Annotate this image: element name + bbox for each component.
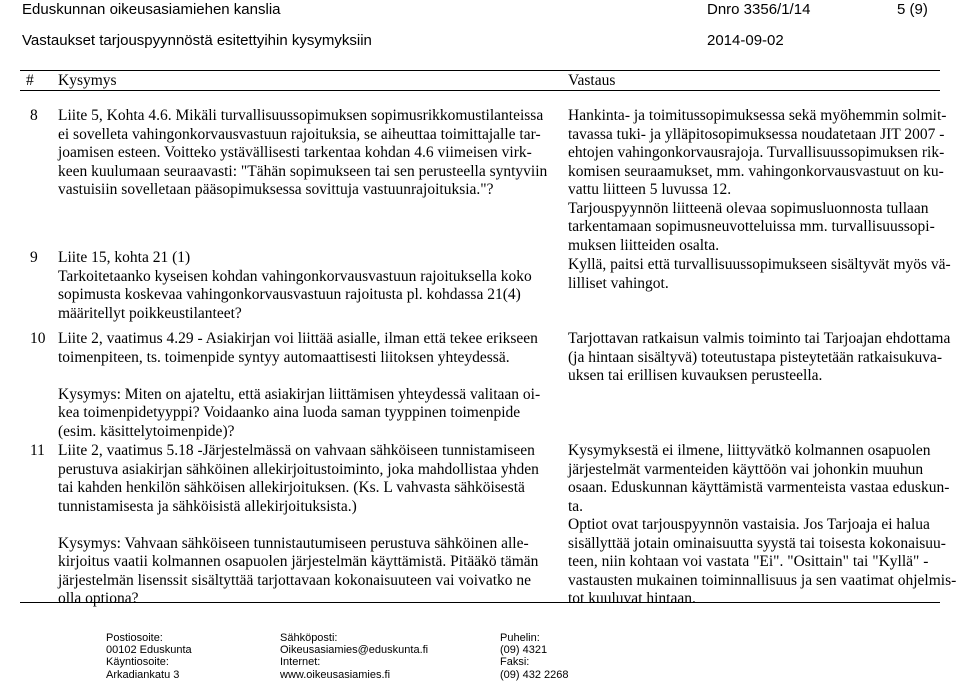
question-cell bbox=[58, 249, 532, 323]
text-line: Tarjouspyynnön liitteenä olevaa sopimusluonnosta tullaan bbox=[568, 199, 929, 217]
text-line: teen, niin kohtaan voi vastata "Ei". "Osittain" tai "Kyllä" - bbox=[568, 553, 929, 570]
text-line bbox=[58, 367, 540, 386]
text-line: uksen tai erillisen kuvauksen perusteella. bbox=[568, 367, 823, 384]
text-line: lilliset vahingot. bbox=[568, 274, 669, 292]
row-number: 11 bbox=[30, 442, 45, 459]
text-line: Liite 15, kohta 21 (1) bbox=[58, 249, 191, 266]
fax-value: (09) 432 2268 bbox=[500, 668, 569, 681]
question-cell bbox=[58, 330, 540, 441]
postal-label: Postiosoite: bbox=[106, 632, 163, 644]
text-line: ta. bbox=[568, 497, 584, 515]
column-header-question: Kysymys bbox=[58, 72, 117, 89]
text-line: Kysymys: Miten on ajateltu, että asiakirjan liittämisen yhteydessä valitaan oi- bbox=[58, 385, 541, 403]
qa-table bbox=[20, 70, 957, 607]
text-line: osaan. Eduskunnan käyttämistä varmenteista vastaa eduskun- bbox=[568, 479, 950, 496]
document-date: 2014-09-02 bbox=[707, 32, 784, 49]
text-line: Liite 2, vaatimus 4.29 - Asiakirjan voi liittää asialle, ilman että tekee erikseen bbox=[58, 330, 538, 347]
fax-label: Faksi: bbox=[500, 656, 530, 669]
phone-label: Puhelin: bbox=[500, 632, 540, 644]
column-header-number: # bbox=[26, 72, 34, 89]
text-line: Liite 5, Kohta 4.6. Mikäli turvallisuussopimuksen sopimusrikkomustilanteissa bbox=[58, 107, 544, 124]
text-line: olla optiona? bbox=[58, 590, 139, 607]
web-value: www.oikeusasiamies.fi bbox=[280, 668, 391, 681]
text-line: Kyllä, paitsi että turvallisuussopimukseen sisältyvät myös vä- bbox=[568, 256, 951, 273]
text-line: joamisen esteen. Voitteko ystävällisesti tarkentaa kohdan 4.6 viimeisen virk- bbox=[58, 144, 532, 161]
text-line: kirjoitus vaatii kolmannen osapuolen järjestelmän käyttämistä. Pitääkö tämän bbox=[58, 553, 539, 570]
answer-cell bbox=[568, 256, 951, 293]
text-line: (esim. käsittelytoimenpide)? bbox=[58, 422, 235, 440]
text-line: perustuva asiakirjan sähköinen allekirjoitustoiminto, joka mahdollistaa yhden bbox=[58, 460, 539, 478]
text-line: määritellyt poikkeustilanteet? bbox=[58, 304, 242, 322]
text-line: keen kuulumaan seuraavasti: "Tähän sopimukseen tai sen perusteella syntyviin bbox=[58, 162, 548, 180]
footer-postal bbox=[106, 632, 192, 681]
header-divider bbox=[20, 90, 940, 91]
text-line: toimenpiteen, ts. toimenpide syntyy automaattisesti liitoksen yhteydessä. bbox=[58, 348, 510, 366]
question-cell bbox=[58, 107, 547, 200]
text-line: tarkentamaan sopimusneuvotteluissa mm. turvallisuussopi- bbox=[568, 218, 935, 235]
text-line bbox=[58, 516, 539, 535]
text-line: muksen liitteiden osalta. bbox=[568, 236, 720, 254]
text-line: järjestelmät varmenteiden käyttöön vai johonkin muuhun bbox=[568, 460, 924, 478]
text-line: Kysymyksestä ei ilmene, liittyvätkö kolmannen osapuolen bbox=[568, 442, 931, 459]
postal-value: 00102 Eduskunta bbox=[106, 644, 192, 657]
text-line: Hankinta- ja toimitussopimuksessa sekä myöhemmin solmit- bbox=[568, 107, 947, 124]
email-label: Sähköposti: bbox=[280, 632, 338, 644]
column-header-answer: Vastaus bbox=[568, 72, 616, 89]
visit-value: Arkadiankatu 3 bbox=[106, 668, 180, 681]
visit-label: Käyntiosoite: bbox=[106, 656, 169, 669]
footer-phone bbox=[500, 632, 569, 681]
footer-contact bbox=[280, 632, 428, 681]
web-label: Internet: bbox=[280, 656, 321, 669]
answer-cell bbox=[568, 107, 946, 255]
text-line: tai kahden henkilön sähköisen allekirjoituksen. (Ks. L vahvasta sähköisestä bbox=[58, 479, 525, 496]
text-line: Liite 2, vaatimus 5.18 -Järjestelmässä on vahvaan sähköiseen tunnistamiseen bbox=[58, 442, 535, 459]
text-line: ei sovelleta vahingonkorvausvastuun rajoituksia, se aiheuttaa toimittajalle tar- bbox=[58, 125, 541, 143]
text-line: tunnistamisesta ja sähköisistä allekirjoituksista.) bbox=[58, 497, 357, 515]
text-line: tot kuuluvat hintaan. bbox=[568, 590, 696, 607]
text-line: Tarjottavan ratkaisun valmis toiminto tai Tarjoajan ehdottama bbox=[568, 330, 951, 347]
text-line: vastuisiin sovelletaan pääsopimuksessa sovittuja vastuunrajoituksia."? bbox=[58, 181, 494, 198]
row-number: 9 bbox=[30, 249, 38, 266]
text-line: komisen seuraamukset, mm. vahingonkorvausvastuut on ku- bbox=[568, 162, 944, 180]
text-line: Tarkoitetaanko kyseisen kohdan vahingonkorvausvastuun rajoituksella koko bbox=[58, 267, 532, 285]
row-number: 10 bbox=[30, 330, 46, 347]
document-subject: Vastaukset tarjouspyynnöstä esitettyihin kysymyksiin bbox=[22, 32, 372, 49]
row-number: 8 bbox=[30, 107, 38, 124]
answer-cell bbox=[568, 330, 950, 386]
text-line: vastausten mukainen toiminnallisuus ja sen vaatimat ohjelmis- bbox=[568, 571, 957, 589]
text-line: tavassa tuki- ja ylläpitosopimuksessa noudatetaan JIT 2007 - bbox=[568, 125, 945, 143]
text-line: ehtojen vahingonkorvausrajoja. Turvallisuussopimuksen rik- bbox=[568, 144, 945, 161]
text-line: (ja hintaan sisältyvä) toteutustapa pisteytetään ratkaisukuva- bbox=[568, 348, 943, 366]
page-number: 5 (9) bbox=[897, 1, 928, 18]
question-cell bbox=[58, 442, 539, 609]
answer-cell bbox=[568, 442, 956, 609]
text-line: järjestelmän lisenssit sisältyttää tarjottavaan kokonaisuuteen vai voivatko ne bbox=[58, 571, 532, 589]
office-name: Eduskunnan oikeusasiamiehen kanslia bbox=[22, 1, 281, 18]
phone-value: (09) 4321 bbox=[500, 644, 548, 657]
text-line: sisällyttää jotain ominaisuutta syystä tai toisesta kokonaisuu- bbox=[568, 534, 946, 552]
text-line: kea toimenpidetyyppi? Voidaanko aina luoda saman tyyppinen toimenpide bbox=[58, 404, 521, 421]
record-number: Dnro 3356/1/14 bbox=[707, 1, 811, 18]
text-line: vattu liitteen 5 luvussa 12. bbox=[568, 181, 732, 198]
text-line: Kysymys: Vahvaan sähköiseen tunnistautumiseen perustuva sähköinen alle- bbox=[58, 534, 529, 552]
text-line: Optiot ovat tarjouspyynnön vastaisia. Jos Tarjoaja ei halua bbox=[568, 516, 930, 533]
email-value: Oikeusasiamies@eduskunta.fi bbox=[280, 644, 429, 657]
text-line: sopimusta koskevaa vahingonkorvausvastuun rajoitusta pl. kohdassa 21(4) bbox=[58, 286, 521, 303]
